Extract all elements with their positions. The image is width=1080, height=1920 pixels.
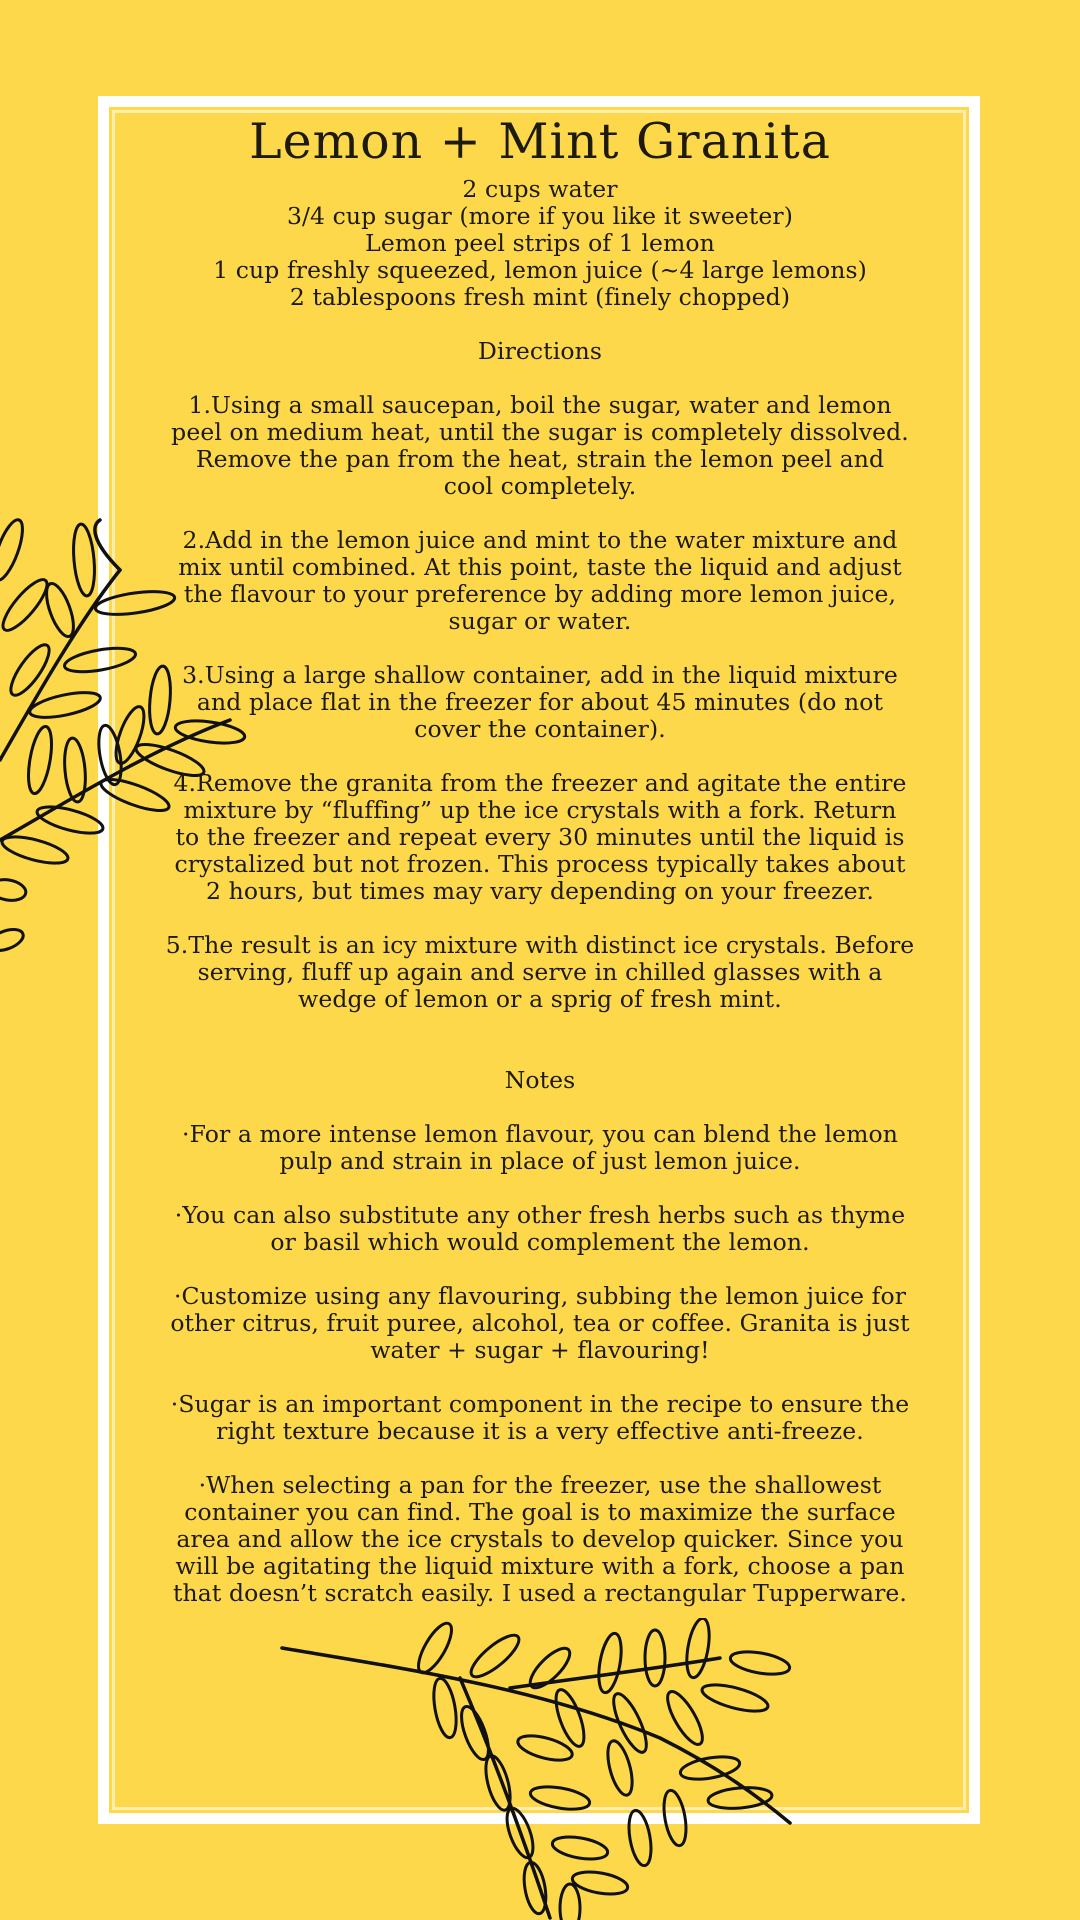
note-item: ·When selecting a pan for the freezer, use the shallowest container you can find. The goal is to maximize the surface area and allow the ice crystals to develop quicker. Since you will be agitating the liquid mixture with a fork, choose a pan that doesn’t scratch easily. I used a rectangular Tupperware.: [173, 1471, 907, 1607]
notes-heading: Notes: [504, 1066, 576, 1094]
ingredient-item: 1 cup freshly squeezed, lemon juice (~4 large lemons): [213, 256, 867, 284]
note-item: ·Sugar is an important component in the recipe to ensure the right texture because it is a very effective anti-freeze.: [170, 1390, 910, 1445]
direction-step: 5.The result is an icy mixture with distinct ice crystals. Before serving, fluff up again and serve in chilled glasses with a wedge of lemon or a sprig of fresh mint.: [165, 931, 915, 1013]
recipe-card: [158, 112, 922, 1607]
ingredient-item: 2 tablespoons fresh mint (finely chopped): [289, 283, 791, 311]
ingredients-list: [158, 176, 922, 311]
ingredient-item: Lemon peel strips of 1 lemon: [365, 229, 715, 257]
recipe-title: Lemon + Mint Granita: [249, 113, 831, 170]
ingredient-item: 3/4 cup sugar (more if you like it sweeter): [286, 202, 794, 230]
ingredient-item: 2 cups water: [462, 175, 618, 203]
direction-step: 1.Using a small saucepan, boil the sugar, water and lemon peel on medium heat, until the sugar is completely dissolved. Remove the pan from the heat, strain the lemon peel and cool completely.: [171, 391, 909, 500]
note-item: ·For a more intense lemon flavour, you can blend the lemon pulp and strain in place of just lemon juice.: [182, 1120, 898, 1175]
direction-step: 2.Add in the lemon juice and mint to the water mixture and mix until combined. At this point, taste the liquid and adjust the flavour to your preference by adding more lemon juice, sugar or water.: [178, 526, 902, 635]
directions-heading: Directions: [478, 337, 602, 365]
leaf-branch-bottom-icon: [280, 1618, 820, 1920]
note-item: ·Customize using any flavouring, subbing the lemon juice for other citrus, fruit puree, alcohol, tea or coffee. Granita is just water + sugar + flavouring!: [170, 1282, 910, 1364]
note-item: ·You can also substitute any other fresh herbs such as thyme or basil which would complement the lemon.: [174, 1201, 906, 1256]
direction-step: 3.Using a large shallow container, add in the liquid mixture and place flat in the freezer for about 45 minutes (do not cover the container).: [182, 661, 898, 743]
direction-step: 4.Remove the granita from the freezer and agitate the entire mixture by “fluffing” up the ice crystals with a fork. Return to the freezer and repeat every 30 minutes until the liquid is crystalized but not frozen. This process typically takes about 2 hours, but times may vary depending on your freezer.: [173, 769, 907, 905]
